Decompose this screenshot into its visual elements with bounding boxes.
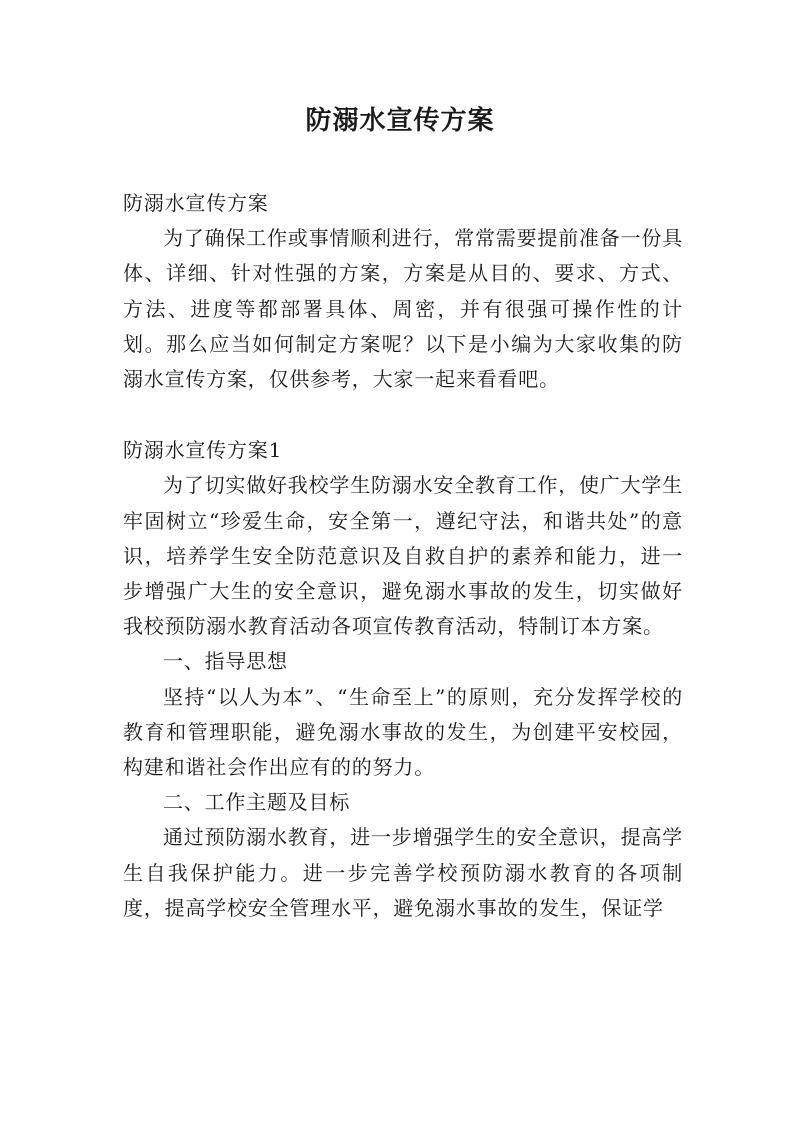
heading-guiding-ideology: 一、指导思想 <box>163 649 288 674</box>
guiding-ideology-paragraph: 坚持“以人为本”、“生命至上”的原则，充分发挥学校的教育和管理职能，避免溺水事故的发生，为创建平安校园，构建和谐社会作出应有的的努力。 <box>123 684 683 780</box>
section1-label: 防溺水宣传方案1 <box>123 438 283 463</box>
section-spacer <box>123 397 683 433</box>
intro-label: 防溺水宣传方案 <box>123 191 269 215</box>
section1-paragraph: 为了切实做好我校学生防溺水安全教育工作，使广大学生牢固树立“珍爱生命，安全第一，遵纪守法，和谐共处”的意识，培养学生安全防范意识及自救自护的素养和能力，进一步增强广大生的安全意识，避免溺水事故的发生，切实做好我校预防溺水教育活动各项宣传教育活动，特制订本方案。 <box>123 473 683 639</box>
document-body <box>123 186 683 926</box>
intro-paragraph: 为了确保工作或事情顺利进行，常常需要提前准备一份具体、详细、针对性强的方案，方案是从目的、要求、方式、方法、进度等都部署具体、周密，并有很强可操作性的计划。那么应当如何制定方案呢？以下是小编为大家收集的防溺水宣传方案，仅供参考，大家一起来看看吧。 <box>123 226 683 392</box>
heading-theme-goals: 二、工作主题及目标 <box>163 790 351 815</box>
document-title: 防溺水宣传方案 <box>305 106 495 136</box>
theme-goals-paragraph: 通过预防溺水教育，进一步增强学生的安全意识，提高学生自我保护能力。进一步完善学校预防溺水教育的各项制度，提高学校安全管理水平，避免溺水事故的发生，保证学 <box>123 825 683 920</box>
